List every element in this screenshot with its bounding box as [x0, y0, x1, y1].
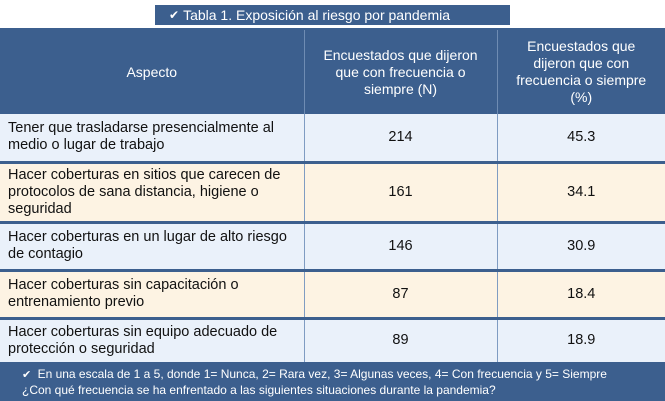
- cell-aspecto: Hacer coberturas sin capacitación o entrenamiento previo: [0, 270, 304, 318]
- cell-aspecto: Hacer coberturas en un lugar de alto riesgo de contagio: [0, 222, 304, 270]
- cell-aspecto: Tener que trasladarse presencialmente al medio o lugar de trabajo: [0, 114, 304, 162]
- table-header-row: [0, 30, 665, 114]
- cell-aspecto: Hacer coberturas sin equipo adecuado de protección o seguridad: [0, 318, 304, 362]
- footnote-line-1: [22, 367, 665, 383]
- footnote-line-2: ¿Con qué frecuencia se ha enfrentado a las siguientes situaciones durante la pandemia?: [22, 383, 496, 397]
- table-row: [0, 222, 665, 270]
- cell-pct: 18.9: [497, 318, 665, 362]
- cell-pct: 18.4: [497, 270, 665, 318]
- cell-n: 214: [304, 114, 497, 162]
- table-title-text: Tabla 1. Exposición al riesgo por pandemia: [183, 7, 450, 23]
- footnote-scale-text: En una escala de 1 a 5, donde 1= Nunca, 2= Rara vez, 3= Algunas veces, 4= Con frecuencia y 5= Siempre: [37, 367, 607, 381]
- column-header-aspecto: Aspecto: [0, 30, 304, 114]
- cell-n: 146: [304, 222, 497, 270]
- table-row: [0, 318, 665, 362]
- table-title: [155, 5, 510, 25]
- table-row: [0, 114, 665, 162]
- table-row: [0, 270, 665, 318]
- column-header-n: Encuestados que dijeron que con frecuencia o siempre (N): [304, 30, 497, 114]
- cell-pct: 45.3: [497, 114, 665, 162]
- cell-n: 161: [304, 162, 497, 222]
- risk-exposure-table: [0, 30, 665, 362]
- cell-n: 87: [304, 270, 497, 318]
- check-icon: ✔: [22, 369, 32, 381]
- cell-n: 89: [304, 318, 497, 362]
- cell-pct: 30.9: [497, 222, 665, 270]
- table-footnote: [0, 364, 665, 401]
- column-header-pct: Encuestados que dijeron que con frecuencia o siempre (%): [497, 30, 665, 114]
- cell-pct: 34.1: [497, 162, 665, 222]
- check-icon: ✔: [169, 8, 180, 22]
- table-row: [0, 162, 665, 222]
- cell-aspecto: Hacer coberturas en sitios que carecen de protocolos de sana distancia, higiene o seguridad: [0, 162, 304, 222]
